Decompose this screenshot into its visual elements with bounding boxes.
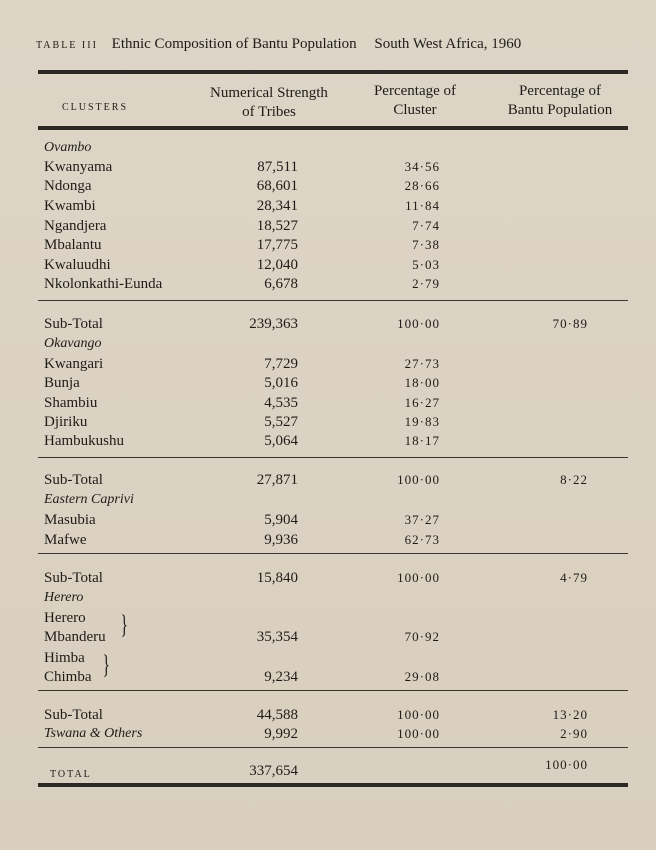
subtotal-row: Sub-Total 15,840 100·00 4·79: [44, 570, 588, 586]
subtotal-row: Sub-Total 44,588 100·00 13·20: [44, 707, 588, 723]
table-row: Djiriku 5,527 19·83: [44, 414, 440, 430]
total-row: 337,654 100·00: [249, 757, 588, 779]
bottom-rule: [38, 783, 628, 787]
table-number: TABLE III: [36, 40, 98, 51]
group-heading: Eastern Caprivi: [44, 492, 134, 507]
table-row: Hambukushu 5,064 18·17: [44, 433, 440, 449]
section-rule: [38, 553, 628, 554]
total-label: TOTAL: [50, 769, 92, 780]
brace-icon: }: [102, 650, 110, 679]
table-row: Chimba 9,234 29·08: [44, 669, 440, 685]
table-row: Himba: [44, 650, 85, 666]
section-rule: [38, 690, 628, 691]
table-row: Masubia 5,904 37·27: [44, 512, 440, 528]
subtotal-row: Sub-Total 27,871 100·00 8·22: [44, 472, 588, 488]
table-title: Ethnic Composition of Bantu Population: [111, 36, 357, 52]
table-row: Nkolonkathi-Eunda 6,678 2·79: [44, 276, 440, 292]
group-heading: Okavango: [44, 336, 102, 351]
table-caption: [36, 36, 636, 53]
section-rule: [38, 300, 628, 301]
table-row: Bunja 5,016 18·00: [44, 375, 440, 391]
table-row: Ndonga 68,601 28·66: [44, 178, 440, 194]
table-row: Mafwe 9,936 62·73: [44, 532, 440, 548]
table-row: Kwanyama 87,511 34·56: [44, 159, 440, 175]
table-row: Kwaluudhi 12,040 5·03: [44, 257, 440, 273]
group-heading: Herero: [44, 590, 84, 605]
numerical-header: Numerical Strength of Tribes: [210, 85, 328, 120]
table-row: Kwangari 7,729 27·73: [44, 356, 440, 372]
header-rule: [38, 126, 628, 130]
table-region: South West Africa, 1960: [374, 36, 522, 52]
pct-bantu-header: Percentage of Bantu Population: [507, 83, 613, 118]
pct-cluster-header: Percentage of Cluster: [373, 83, 457, 118]
table-row: Herero: [44, 610, 86, 626]
table-row: Tswana & Others 9,992 100·00 2·90: [44, 726, 588, 742]
top-rule: [38, 70, 628, 74]
section-rule: [38, 747, 628, 748]
group-heading: Ovambo: [44, 140, 92, 155]
table-row: Mbanderu 35,354 70·92: [44, 629, 440, 645]
subtotal-row: Sub-Total 239,363 100·00 70·89: [44, 316, 588, 332]
table-row: Shambiu 4,535 16·27: [44, 395, 440, 411]
section-rule: [38, 457, 628, 458]
table-row: Mbalantu 17,775 7·38: [44, 237, 440, 253]
table-row: Ngandjera 18,527 7·74: [44, 218, 440, 234]
brace-icon: }: [120, 610, 128, 639]
table-row: Kwambi 28,341 11·84: [44, 198, 440, 214]
clusters-header: CLUSTERS: [62, 102, 129, 113]
